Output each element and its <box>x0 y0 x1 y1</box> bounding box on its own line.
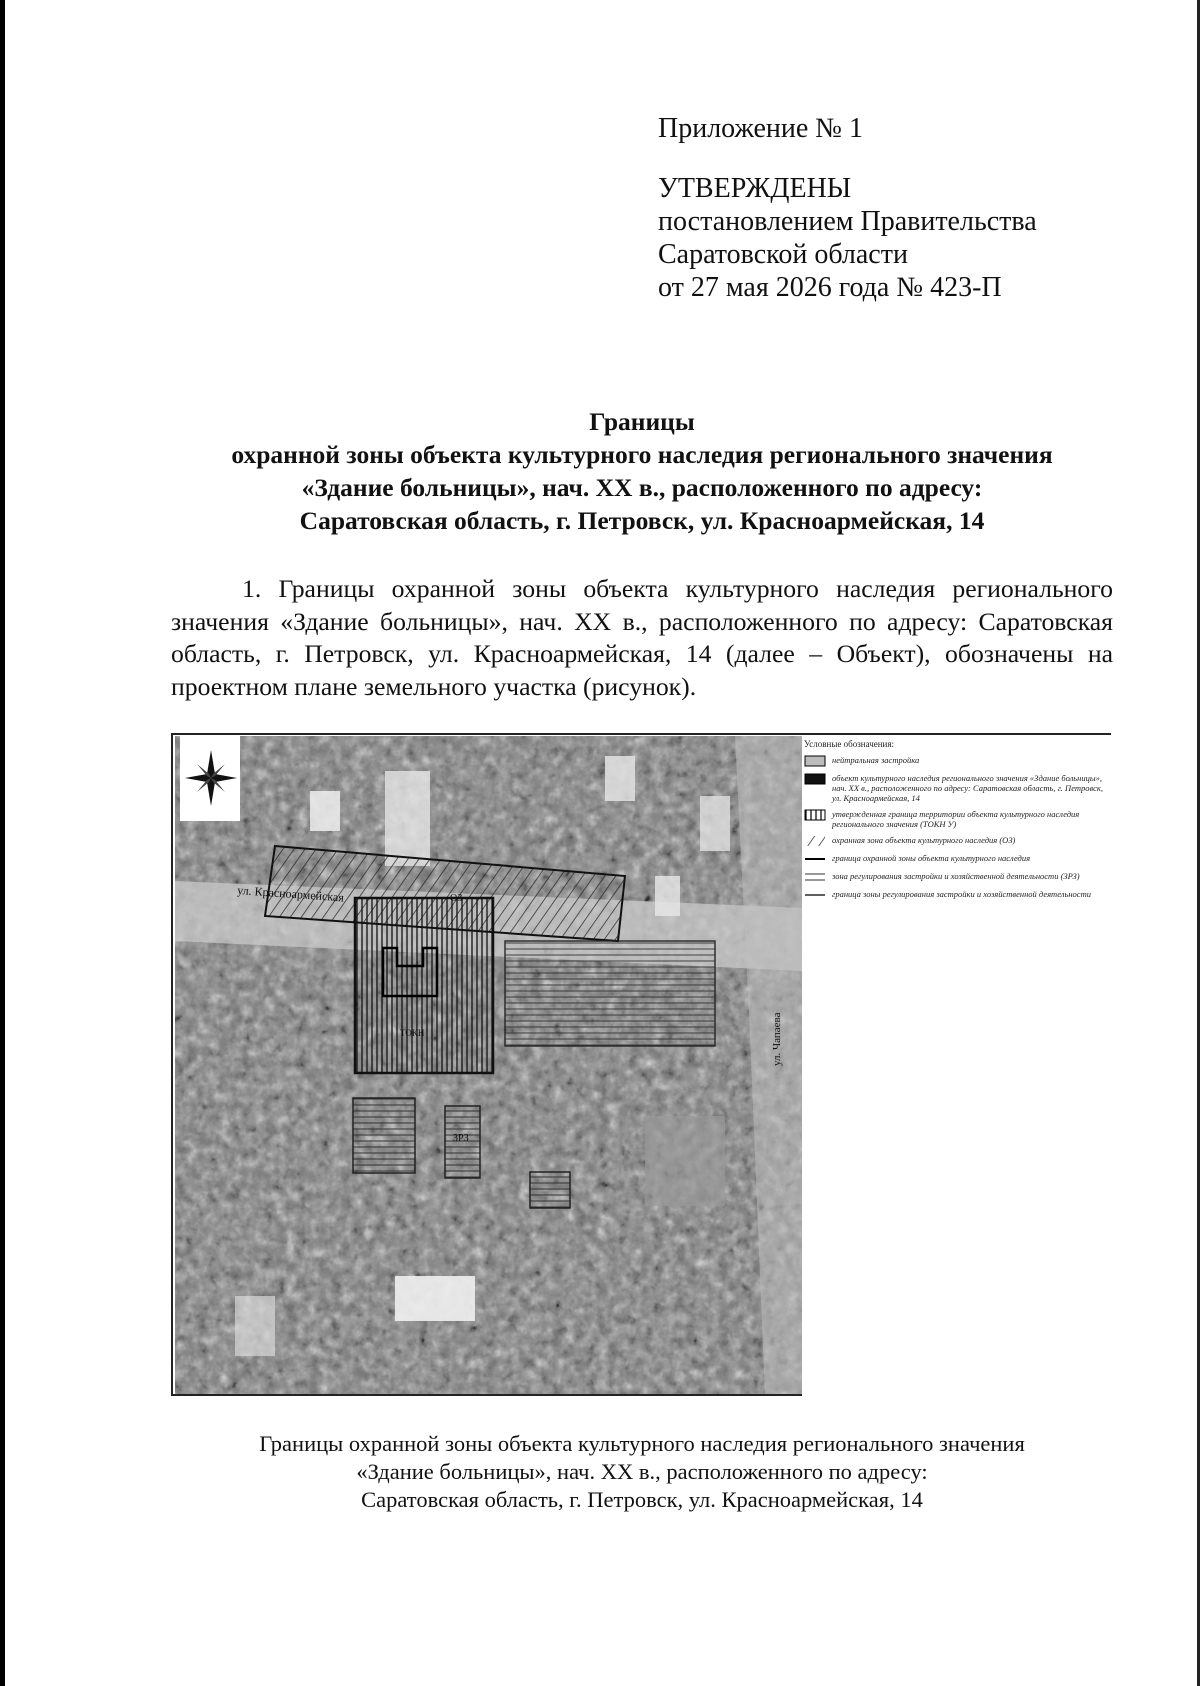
legend-item: охранная зона объекта культурного наследия (ОЗ) <box>804 835 1109 847</box>
street-label: ул. Красноармейская <box>236 883 345 905</box>
zone-label: ТОКН <box>400 1028 425 1038</box>
approved-heading: УТВЕРЖДЕНЫ <box>658 173 852 204</box>
caption-line: Саратовская область, г. Петровск, ул. Красноармейская, 14 <box>361 1487 923 1512</box>
legend-item: нейтральная застройка <box>804 755 1109 767</box>
legend-title: Условные обозначения: <box>804 739 895 749</box>
approval-line: постановлением Правительства <box>658 206 1037 237</box>
title-line: Саратовская область, г. Петровск, ул. Красноармейская, 14 <box>299 506 985 535</box>
title-line: охранной зоны объекта культурного наследия регионального значения <box>231 440 1053 469</box>
map-figure <box>171 733 1111 1396</box>
legend-item: граница охранной зоны объекта культурного наследия <box>832 853 1031 863</box>
approval-date: от 27 мая 2026 года № 423-П <box>658 272 1002 303</box>
title-line: Границы <box>589 407 695 436</box>
caption-line: «Здание больницы», нач. XX в., расположенного по адресу: <box>356 1459 928 1484</box>
map-legend <box>804 739 1109 907</box>
approval-block <box>658 112 1037 304</box>
title-line: «Здание больницы», нач. XX в., расположенного по адресу: <box>301 473 983 502</box>
zone-label: ОЗ <box>450 893 463 904</box>
legend-item: утвержденная граница территории объекта культурного наследия регионального значения (ТОКН У) <box>804 809 1109 829</box>
appendix-label: Приложение № 1 <box>658 113 863 144</box>
body-paragraph: 1. Границы охранной зоны объекта культурного наследия регионального значения «Здание больницы», нач. XX в., расположенного по адресу: Саратовская область, г. Петровск, ул. Красноармейская, 14 (далее – Объект), обозначены на проектном плане земельного участка (рисунок). <box>171 574 1113 701</box>
zone-label: ЗРЗ <box>453 1133 469 1144</box>
caption-line: Границы охранной зоны объекта культурного наследия регионального значения <box>259 1431 1025 1456</box>
legend-item: зона регулирования застройки и хозяйственной деятельности (ЗРЗ) <box>804 871 1109 883</box>
scan-edge <box>0 0 5 1686</box>
aerial-map <box>175 736 802 1394</box>
figure-caption <box>150 1430 1134 1514</box>
legend-item: объект культурного наследия регионального значения «Здание больницы», нач. XX в., расположенного по адресу: Саратовская область, г. Петровск, ул. Красноармейская, 14 <box>804 773 1109 803</box>
approval-line: Саратовской области <box>658 239 908 270</box>
document-title <box>150 405 1134 537</box>
street-label: ул. Чапаева <box>771 1012 783 1066</box>
legend-item: граница зоны регулирования застройки и хозяйственной деятельности <box>832 889 1091 899</box>
